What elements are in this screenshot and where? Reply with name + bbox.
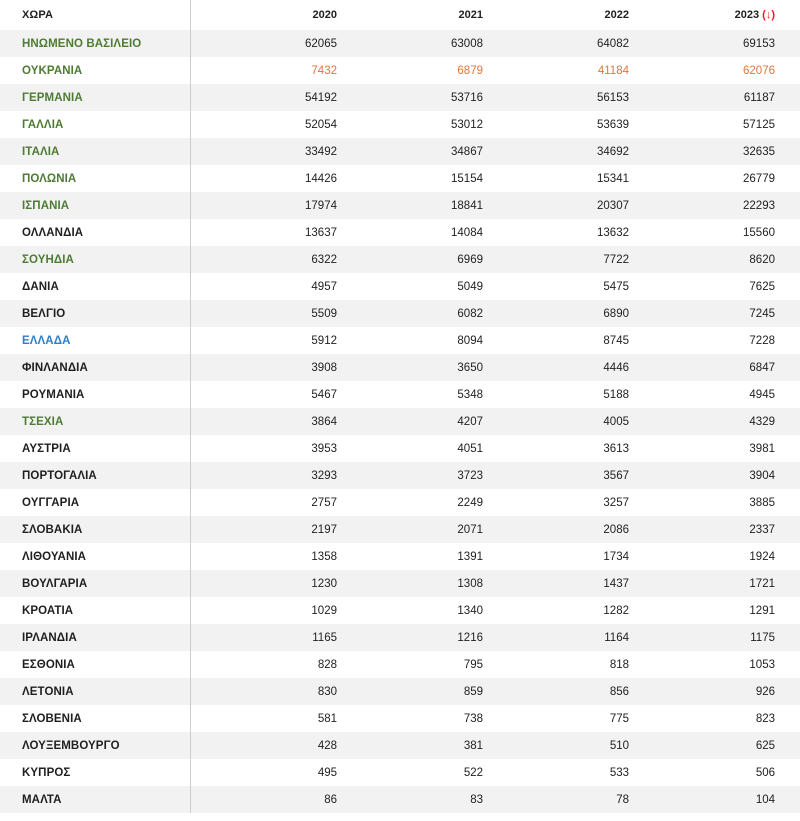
table-row bbox=[0, 219, 800, 246]
value-cell-2020: 1165 bbox=[312, 631, 337, 644]
value-cell-2020: 54192 bbox=[305, 91, 337, 104]
value-cell-2022: 41184 bbox=[597, 64, 629, 77]
column-header-2022[interactable]: 2022 bbox=[604, 9, 629, 21]
table-row bbox=[0, 732, 800, 759]
value-cell-2020: 62065 bbox=[305, 37, 337, 50]
value-cell-2023: 2337 bbox=[749, 523, 775, 536]
value-cell-2022: 56153 bbox=[597, 91, 629, 104]
country-cell: ΛΟΥΞΕΜΒΟΥΡΓΟ bbox=[0, 732, 191, 759]
value-cell-2022: 533 bbox=[609, 766, 629, 779]
table-row bbox=[0, 408, 800, 435]
value-cell-2023: 1291 bbox=[749, 604, 775, 617]
value-cell-2020: 17974 bbox=[305, 199, 337, 212]
country-cell[interactable]: ΓΕΡΜΑΝΙΑ bbox=[0, 84, 191, 111]
table-row bbox=[0, 300, 800, 327]
country-cell: ΔΑΝΙΑ bbox=[0, 273, 191, 300]
value-cell-2020: 7432 bbox=[311, 64, 337, 77]
table-row bbox=[0, 516, 800, 543]
value-cell-2020: 3864 bbox=[311, 415, 337, 428]
table-row bbox=[0, 705, 800, 732]
value-cell-2020: 5509 bbox=[311, 307, 337, 320]
value-cell-2022: 510 bbox=[609, 739, 629, 752]
table-row bbox=[0, 84, 800, 111]
table-row bbox=[0, 246, 800, 273]
country-cell: ΣΛΟΒΑΚΙΑ bbox=[0, 516, 191, 543]
value-cell-2021: 1308 bbox=[457, 577, 483, 590]
value-cell-2022: 818 bbox=[609, 658, 629, 671]
table-row bbox=[0, 489, 800, 516]
country-cell: ΚΡΟΑΤΙΑ bbox=[0, 597, 191, 624]
country-cell: ΑΥΣΤΡΙΑ bbox=[0, 435, 191, 462]
value-cell-2023: 8620 bbox=[749, 253, 775, 266]
column-header-country: ΧΩΡΑ bbox=[0, 0, 191, 30]
value-cell-2022: 856 bbox=[609, 685, 629, 698]
country-cell: ΚΥΠΡΟΣ bbox=[0, 759, 191, 786]
country-cell: ΒΕΛΓΙΟ bbox=[0, 300, 191, 327]
value-cell-2023: 1053 bbox=[749, 658, 775, 671]
value-cell-2023: 61187 bbox=[743, 91, 775, 104]
value-cell-2020: 5467 bbox=[311, 388, 337, 401]
country-cell: ΦΙΝΛΑΝΔΙΑ bbox=[0, 354, 191, 381]
table-row bbox=[0, 597, 800, 624]
country-cell[interactable]: ΕΛΛΑΔΑ bbox=[0, 327, 191, 354]
value-cell-2021: 18841 bbox=[451, 199, 483, 212]
value-cell-2022: 5475 bbox=[603, 280, 629, 293]
value-cell-2021: 1391 bbox=[457, 550, 483, 563]
value-cell-2022: 78 bbox=[616, 793, 629, 806]
value-cell-2023: 26779 bbox=[743, 172, 775, 185]
country-cell: ΟΛΛΑΝΔΙΑ bbox=[0, 219, 191, 246]
value-cell-2023: 506 bbox=[755, 766, 775, 779]
value-cell-2021: 5049 bbox=[457, 280, 483, 293]
value-cell-2021: 53012 bbox=[451, 118, 483, 131]
table-row bbox=[0, 273, 800, 300]
value-cell-2022: 3257 bbox=[603, 496, 629, 509]
value-cell-2021: 1216 bbox=[457, 631, 483, 644]
table-row bbox=[0, 30, 800, 57]
value-cell-2023: 22293 bbox=[743, 199, 775, 212]
table-row bbox=[0, 786, 800, 813]
value-cell-2022: 4005 bbox=[603, 415, 629, 428]
value-cell-2023: 7245 bbox=[749, 307, 775, 320]
table-row bbox=[0, 678, 800, 705]
value-cell-2022: 1282 bbox=[603, 604, 629, 617]
value-cell-2022: 775 bbox=[609, 712, 629, 725]
country-cell: ΕΣΘΟΝΙΑ bbox=[0, 651, 191, 678]
value-cell-2023: 62076 bbox=[743, 64, 775, 77]
value-cell-2020: 581 bbox=[317, 712, 337, 725]
country-cell[interactable]: ΠΟΛΩΝΙΑ bbox=[0, 165, 191, 192]
value-cell-2023: 4329 bbox=[749, 415, 775, 428]
country-cell[interactable]: ΣΟΥΗΔΙΑ bbox=[0, 246, 191, 273]
value-cell-2023: 69153 bbox=[743, 37, 775, 50]
value-cell-2021: 6879 bbox=[457, 64, 483, 77]
value-cell-2020: 4957 bbox=[311, 280, 337, 293]
value-cell-2021: 381 bbox=[463, 739, 483, 752]
value-cell-2021: 34867 bbox=[451, 145, 483, 158]
value-cell-2020: 1358 bbox=[311, 550, 337, 563]
value-cell-2023: 3981 bbox=[749, 442, 775, 455]
country-cell: ΣΛΟΒΕΝΙΑ bbox=[0, 705, 191, 732]
table-row bbox=[0, 57, 800, 84]
value-cell-2022: 5188 bbox=[603, 388, 629, 401]
bottom-whitespace bbox=[0, 813, 800, 821]
country-cell[interactable]: ΤΣΕΧΙΑ bbox=[0, 408, 191, 435]
country-cell[interactable]: ΙΤΑΛΙΑ bbox=[0, 138, 191, 165]
country-cell: ΛΕΤΟΝΙΑ bbox=[0, 678, 191, 705]
country-cell: ΠΟΡΤΟΓΑΛΙΑ bbox=[0, 462, 191, 489]
value-cell-2023: 104 bbox=[755, 793, 775, 806]
value-cell-2023: 1924 bbox=[749, 550, 775, 563]
value-cell-2023: 15560 bbox=[743, 226, 775, 239]
value-cell-2022: 4446 bbox=[603, 361, 629, 374]
year-label: 2023 bbox=[734, 9, 760, 21]
value-cell-2021: 14084 bbox=[451, 226, 483, 239]
value-cell-2021: 6969 bbox=[457, 253, 483, 266]
value-cell-2021: 83 bbox=[470, 793, 483, 806]
sort-desc-arrow-icon: (↓) bbox=[762, 9, 775, 21]
value-cell-2022: 1164 bbox=[604, 631, 629, 644]
country-cell[interactable]: ΟΥΚΡΑΝΙΑ bbox=[0, 57, 191, 84]
value-cell-2022: 1734 bbox=[603, 550, 629, 563]
value-cell-2023: 625 bbox=[755, 739, 775, 752]
value-cell-2020: 1029 bbox=[311, 604, 337, 617]
table-row bbox=[0, 165, 800, 192]
value-cell-2022: 1437 bbox=[603, 577, 629, 590]
table-row bbox=[0, 651, 800, 678]
table-row bbox=[0, 570, 800, 597]
country-cell[interactable]: ΙΣΠΑΝΙΑ bbox=[0, 192, 191, 219]
value-cell-2021: 2071 bbox=[457, 523, 483, 536]
value-cell-2021: 8094 bbox=[457, 334, 483, 347]
value-cell-2022: 3567 bbox=[603, 469, 629, 482]
value-cell-2021: 859 bbox=[463, 685, 483, 698]
value-cell-2020: 6322 bbox=[311, 253, 337, 266]
value-cell-2021: 795 bbox=[463, 658, 483, 671]
value-cell-2022: 8745 bbox=[603, 334, 629, 347]
table-row bbox=[0, 381, 800, 408]
column-header-2020[interactable]: 2020 bbox=[312, 9, 337, 21]
value-cell-2020: 3293 bbox=[311, 469, 337, 482]
value-cell-2021: 4207 bbox=[457, 415, 483, 428]
country-cell: ΛΙΘΟΥΑΝΙΑ bbox=[0, 543, 191, 570]
value-cell-2020: 428 bbox=[317, 739, 337, 752]
value-cell-2023: 57125 bbox=[743, 118, 775, 131]
value-cell-2020: 2197 bbox=[311, 523, 337, 536]
table-row bbox=[0, 543, 800, 570]
value-cell-2020: 830 bbox=[317, 685, 337, 698]
value-cell-2022: 2086 bbox=[603, 523, 629, 536]
table-row bbox=[0, 327, 800, 354]
value-cell-2021: 2249 bbox=[457, 496, 483, 509]
country-cell: ΡΟΥΜΑΝΙΑ bbox=[0, 381, 191, 408]
value-cell-2023: 823 bbox=[755, 712, 775, 725]
table-row bbox=[0, 354, 800, 381]
column-header-2023[interactable] bbox=[629, 9, 775, 21]
value-cell-2021: 3650 bbox=[457, 361, 483, 374]
table-row bbox=[0, 192, 800, 219]
value-cell-2020: 52054 bbox=[305, 118, 337, 131]
value-cell-2023: 7625 bbox=[749, 280, 775, 293]
country-cell: ΙΡΛΑΝΔΙΑ bbox=[0, 624, 191, 651]
value-cell-2023: 1721 bbox=[749, 577, 775, 590]
value-cell-2023: 3885 bbox=[749, 496, 775, 509]
table-row bbox=[0, 435, 800, 462]
value-cell-2022: 7722 bbox=[603, 253, 629, 266]
table-row bbox=[0, 111, 800, 138]
value-cell-2023: 926 bbox=[755, 685, 775, 698]
country-cell[interactable]: ΓΑΛΛΙΑ bbox=[0, 111, 191, 138]
value-cell-2023: 3904 bbox=[749, 469, 775, 482]
value-cell-2022: 53639 bbox=[597, 118, 629, 131]
value-cell-2021: 53716 bbox=[451, 91, 483, 104]
table-row bbox=[0, 138, 800, 165]
value-cell-2020: 828 bbox=[317, 658, 337, 671]
value-cell-2020: 2757 bbox=[311, 496, 337, 509]
value-cell-2023: 7228 bbox=[749, 334, 775, 347]
value-cell-2022: 6890 bbox=[603, 307, 629, 320]
table-header-row bbox=[0, 0, 800, 30]
value-cell-2023: 6847 bbox=[749, 361, 775, 374]
value-cell-2020: 86 bbox=[324, 793, 337, 806]
value-cell-2023: 1175 bbox=[750, 631, 775, 644]
value-cell-2023: 4945 bbox=[749, 388, 775, 401]
table-row bbox=[0, 462, 800, 489]
value-cell-2021: 6082 bbox=[457, 307, 483, 320]
value-cell-2022: 13632 bbox=[597, 226, 629, 239]
country-cell: ΜΑΛΤΑ bbox=[0, 786, 191, 813]
value-cell-2020: 3953 bbox=[311, 442, 337, 455]
value-cell-2021: 1340 bbox=[457, 604, 483, 617]
column-header-2021[interactable]: 2021 bbox=[458, 9, 483, 21]
country-cell: ΒΟΥΛΓΑΡΙΑ bbox=[0, 570, 191, 597]
country-cell: ΟΥΓΓΑΡΙΑ bbox=[0, 489, 191, 516]
value-cell-2021: 15154 bbox=[451, 172, 483, 185]
value-cell-2021: 4051 bbox=[457, 442, 483, 455]
value-cell-2021: 5348 bbox=[457, 388, 483, 401]
value-cell-2020: 33492 bbox=[305, 145, 337, 158]
value-cell-2020: 14426 bbox=[305, 172, 337, 185]
table-row bbox=[0, 759, 800, 786]
value-cell-2022: 34692 bbox=[597, 145, 629, 158]
value-cell-2021: 522 bbox=[463, 766, 483, 779]
value-cell-2022: 15341 bbox=[597, 172, 629, 185]
value-cell-2022: 64082 bbox=[597, 37, 629, 50]
value-cell-2022: 3613 bbox=[603, 442, 629, 455]
value-cell-2023: 32635 bbox=[743, 145, 775, 158]
value-cell-2020: 495 bbox=[317, 766, 337, 779]
table-body bbox=[0, 30, 800, 813]
value-cell-2020: 5912 bbox=[311, 334, 337, 347]
value-cell-2021: 3723 bbox=[457, 469, 483, 482]
value-cell-2020: 3908 bbox=[311, 361, 337, 374]
table-row bbox=[0, 624, 800, 651]
value-cell-2021: 63008 bbox=[451, 37, 483, 50]
value-cell-2020: 13637 bbox=[305, 226, 337, 239]
value-cell-2021: 738 bbox=[463, 712, 483, 725]
value-cell-2020: 1230 bbox=[311, 577, 337, 590]
country-cell[interactable]: ΗΝΩΜΕΝΟ ΒΑΣΙΛΕΙΟ bbox=[0, 30, 191, 57]
value-cell-2022: 20307 bbox=[597, 199, 629, 212]
